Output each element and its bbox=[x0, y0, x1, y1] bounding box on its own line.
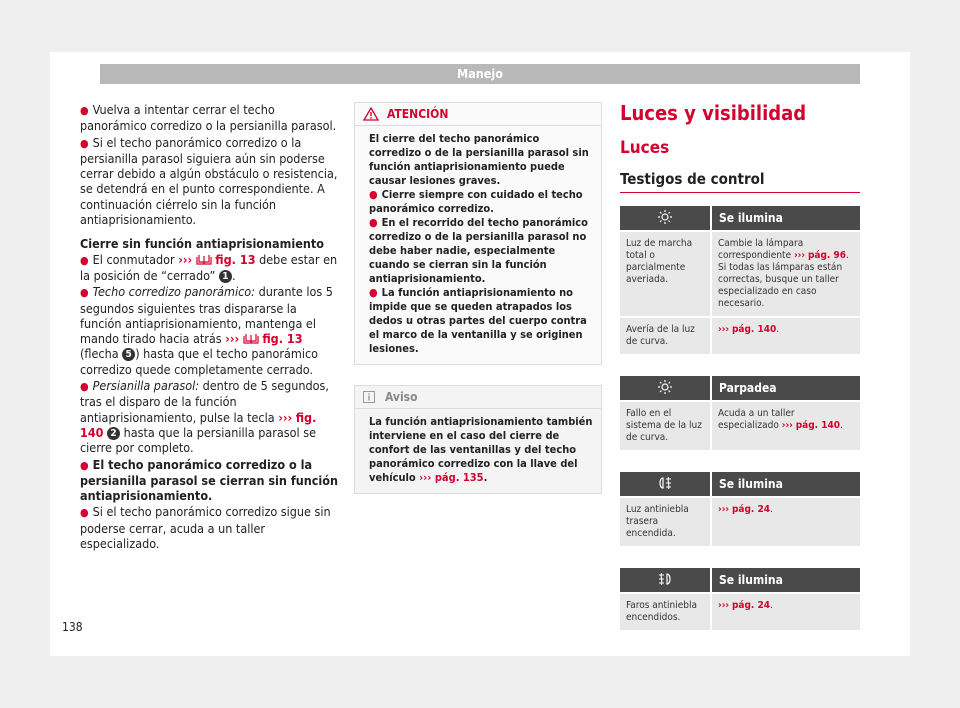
bullet-item bbox=[80, 102, 338, 134]
callout-number: 2 bbox=[107, 427, 120, 440]
bullet-icon: ● bbox=[369, 286, 378, 299]
page-link[interactable]: pág. 24 bbox=[731, 504, 771, 515]
topic-title: Testigos de control bbox=[620, 170, 860, 193]
warning-body bbox=[355, 126, 601, 364]
bullet-text: hasta que la persianilla parasol se cierre por completo. bbox=[80, 424, 317, 456]
cross-ref-arrow: ››› bbox=[781, 420, 793, 431]
warning-box bbox=[354, 102, 602, 365]
italic-label: Techo corredizo panorámico: bbox=[92, 284, 255, 300]
column-right bbox=[620, 102, 860, 630]
note-text bbox=[369, 415, 593, 485]
bullet-icon: ● bbox=[80, 458, 89, 472]
note-header bbox=[355, 386, 601, 409]
page bbox=[50, 52, 910, 656]
table-row bbox=[620, 317, 860, 354]
table-icon-cell bbox=[620, 376, 711, 401]
indicator-table bbox=[620, 472, 860, 546]
book-icon bbox=[196, 254, 212, 265]
bullet-text: El techo panorámico corredizo o la persianilla parasol se cierran sin función antiaprisionamiento. bbox=[80, 456, 338, 504]
page-link[interactable]: pág. 24 bbox=[731, 600, 771, 611]
bullet-icon: ● bbox=[80, 506, 89, 520]
warning-intro: El cierre del techo panorámico corredizo o de la persianilla parasol sin función antiaprisionamiento puede causar lesiones graves. bbox=[369, 132, 589, 187]
subsection-title: Luces bbox=[620, 138, 670, 158]
page-number: 138 bbox=[62, 620, 83, 634]
front-fog-light-icon bbox=[657, 571, 673, 587]
cell-text: . bbox=[770, 504, 773, 515]
warning-item bbox=[369, 286, 593, 356]
note-body bbox=[355, 409, 601, 493]
indicator-table bbox=[620, 206, 860, 354]
indicator-table bbox=[620, 568, 860, 630]
table-header: Se ilumina bbox=[711, 472, 860, 497]
cell-text: . bbox=[770, 600, 773, 611]
table-icon-cell bbox=[620, 472, 711, 497]
bullet-item bbox=[80, 504, 338, 551]
bullet-icon: ● bbox=[80, 104, 89, 117]
page-link[interactable]: pág. 135 bbox=[434, 471, 484, 484]
bullet-icon: ● bbox=[80, 286, 89, 300]
warning-title: ATENCIÓN bbox=[387, 107, 449, 121]
bullet-icon: ● bbox=[369, 188, 378, 201]
cross-ref-arrow: ››› bbox=[278, 409, 293, 425]
table-cell bbox=[711, 401, 860, 450]
bullet-text: dentro de 5 segundos, tras el disparo de la función antiaprisionamiento, pulse la tecla bbox=[80, 378, 329, 425]
column-middle bbox=[354, 102, 602, 494]
cell-text: Acuda a un taller especializado bbox=[718, 408, 795, 431]
table-cell bbox=[711, 317, 860, 354]
table-header: Se ilumina bbox=[711, 206, 860, 231]
table-cell bbox=[711, 231, 860, 317]
cell-text: . bbox=[840, 420, 843, 431]
table-cell bbox=[711, 593, 860, 630]
figure-link[interactable]: fig. 140 bbox=[80, 409, 317, 440]
bullet-icon: ● bbox=[80, 136, 89, 150]
table-header: Parpadea bbox=[711, 376, 860, 401]
light-bulb-icon bbox=[657, 379, 673, 395]
callout-number: 1 bbox=[219, 270, 232, 283]
warning-header bbox=[355, 103, 601, 126]
table-row bbox=[620, 401, 860, 450]
bullet-text: Vuelva a intentar cerrar el techo panorámico corredizo o la persianilla parasol. bbox=[80, 102, 337, 134]
table-cell: Faros antiniebla encendidos. bbox=[620, 593, 711, 630]
cross-ref-arrow: ››› bbox=[178, 251, 193, 267]
warning-item-text: Cierre siempre con cuidado el techo panorámico corredizo. bbox=[369, 188, 583, 215]
table-icon-cell bbox=[620, 206, 711, 231]
table-cell: Luz de marcha total o parcialmente averiada. bbox=[620, 231, 711, 317]
column-left bbox=[80, 102, 338, 552]
light-bulb-icon bbox=[657, 209, 673, 225]
page-link[interactable]: pág. 140 bbox=[795, 420, 841, 431]
bullet-text: Si el techo panorámico corredizo sigue sin poderse cerrar, acuda a un taller especializado. bbox=[80, 504, 331, 552]
bullet-item bbox=[80, 378, 338, 455]
table-cell: Luz antiniebla trasera encendida. bbox=[620, 497, 711, 546]
cell-text: Cambie la lámpara correspondiente bbox=[718, 238, 804, 261]
italic-label: Persianilla parasol: bbox=[92, 378, 200, 394]
cross-ref-arrow: ››› bbox=[718, 504, 730, 515]
table-row bbox=[620, 231, 860, 317]
info-icon bbox=[363, 391, 375, 403]
subheading: Cierre sin función antiaprisionamiento bbox=[80, 236, 324, 252]
note-box bbox=[354, 385, 602, 494]
bullet-icon: ● bbox=[80, 253, 89, 267]
bullet-icon: ● bbox=[80, 380, 89, 394]
warning-item bbox=[369, 188, 593, 216]
page-link[interactable]: pág. 140 bbox=[731, 324, 777, 335]
section-title: Luces y visibilidad bbox=[620, 101, 807, 125]
table-icon-cell bbox=[620, 568, 711, 593]
bullet-item bbox=[80, 135, 338, 228]
figure-link[interactable]: fig. 13 bbox=[262, 331, 303, 347]
table-cell bbox=[711, 497, 860, 546]
cross-ref-arrow: ››› bbox=[718, 600, 730, 611]
warning-item bbox=[369, 216, 593, 286]
note-text-part: La función antiaprisionamiento también interviene en el caso del cierre de confort de las ventanillas y del techo panorámico corredizo con la llave del vehículo bbox=[369, 415, 593, 484]
bullet-item bbox=[80, 457, 338, 504]
book-icon bbox=[243, 333, 259, 344]
cell-text: . bbox=[776, 324, 780, 335]
rear-fog-light-icon bbox=[657, 475, 673, 491]
cell-text: . Si todas las lámparas están correctas, busque un taller especializado en caso necesario. bbox=[718, 250, 849, 309]
table-cell: Fallo en el sistema de la luz de curva. bbox=[620, 401, 711, 450]
table-row bbox=[620, 497, 860, 546]
running-header: Manejo bbox=[100, 64, 860, 84]
bullet-text: El conmutador bbox=[92, 251, 175, 267]
table-header: Se ilumina bbox=[711, 568, 860, 593]
bullet-text: ) hasta que el techo panorámico corredizo quede completamente cerrado. bbox=[80, 346, 319, 377]
cross-ref-arrow: ››› bbox=[793, 250, 806, 261]
warning-triangle-icon bbox=[363, 107, 379, 121]
warning-item-text: La función antiaprisionamiento no impide que se queden atrapados los dedos u otras partes del cuerpo contra el marco de la ventanilla y se originen lesiones. bbox=[369, 286, 587, 355]
callout-number: 5 bbox=[122, 348, 135, 361]
bullet-text: (flecha bbox=[80, 346, 119, 362]
bullet-text: debe estar en la posición de “cerrado” bbox=[80, 251, 338, 283]
page-link[interactable]: pág. 96 bbox=[807, 250, 846, 261]
note-text-part: . bbox=[483, 471, 488, 484]
bullet-text: durante los 5 segundos siguientes tras dispararse la función antiaprisionamiento, mantenga el mando tirado hacia atrás bbox=[80, 284, 333, 347]
bullet-icon: ● bbox=[369, 216, 378, 229]
cross-ref-arrow: ››› bbox=[419, 471, 432, 484]
bullet-item: ● El conmutador ››› fig. 13 debe estar en la posición de “cerrado” 1 . bbox=[80, 251, 338, 283]
note-title: Aviso bbox=[385, 390, 418, 404]
bullet-item bbox=[80, 284, 338, 377]
cross-ref-arrow: ››› bbox=[718, 324, 730, 335]
figure-link[interactable]: fig. 13 bbox=[215, 251, 256, 267]
warning-item-text: En el recorrido del techo panorámico corredizo o de la persianilla parasol no debe haber nadie, especialmente cuando se cierran sin la función antiaprisionamiento. bbox=[369, 216, 588, 285]
table-row bbox=[620, 593, 860, 630]
cross-ref-arrow: ››› bbox=[225, 331, 240, 347]
table-cell: Avería de la luz de curva. bbox=[620, 317, 711, 354]
bullet-text: Si el techo panorámico corredizo o la persianilla parasol siguiera aún sin poderse cerrar debido a algún obstáculo o resistencia, se detendrá en el punto correspondiente. A continuación ciérrelo sin la función antiaprisionamiento. bbox=[80, 134, 338, 228]
indicator-table bbox=[620, 376, 860, 450]
